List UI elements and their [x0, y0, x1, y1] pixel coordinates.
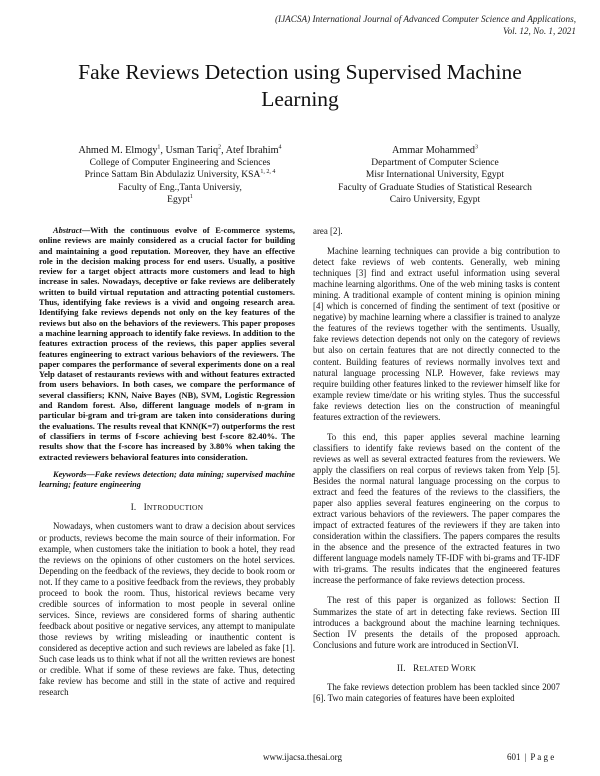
journal-name: (IJACSA) International Journal of Advanced Computer Science and Applications,: [274, 14, 576, 24]
footer-url: www.ijacsa.thesai.org: [263, 752, 342, 762]
section-heading-introduction: I. INTRODUCTION: [130, 502, 204, 513]
author-column-right: [300, 145, 570, 206]
author-name: Atef Ibrahim: [225, 145, 279, 156]
affiliation-line: College of Computer Engineering and Sciences: [89, 158, 271, 169]
author-superscript: 2: [218, 144, 222, 151]
author-superscript: 3: [474, 144, 478, 151]
affiliation-line: Department of Computer Science: [371, 158, 499, 169]
affiliation-line: Cairo University, Egypt: [389, 194, 481, 205]
paragraph: To this end, this paper applies several machine learning classifiers to identify fake reviews based on the content of the reviews as well as several extracted features from the reviewers. We apply the classifiers on real corpus of reviews taken from Yelp [5]. Besides the normal natural language processing on the corpus to extract and feed the features of the reviews to the classifiers, the paper also applies several features engineering on the corpus to extract various behaviors of the reviewers. The paper compares the impact of extracted features of the reviewers if they are taken into consideration within the classifiers. The papers compares the results in the absence and the presence of the extracted features in two different language models namely TF-IDF with bi-grams and TF-IDF with tri-grams. The results indicates that the engineered features increase the performance of fake reviews detection process.: [313, 431, 560, 586]
affiliation-line: Faculty of Graduate Studies of Statistical Research: [338, 182, 532, 193]
affiliation-line: Misr International University, Egypt: [365, 170, 505, 181]
affiliation-line: Egypt$^1$: [167, 193, 193, 205]
author-superscript: 4: [278, 144, 282, 151]
paragraph: Nowadays, when customers want to draw a decision about services or products, reviews become the main source of their information. For example, when customers take the initiation to book a hotel, they read the reviews on the opinions of other customers on the hotel services. Depending on the feedback of the reviews, they decide to book room or not. If they came to a positive feedback from the reviews, they probably proceed to book the room. Thus, historical reviews became very credible sources of information to most people in several online services. Since, reviews are considered forms of sharing authentic feedback about positive or negative services, any attempt to manipulate those reviews by writing misleading or inauthentic content is considered as deceptive action and such reviews are labeled as fake [1]. Such case leads us to think what if not all the written reviews are honest or credible. What if some of these reviews are fake. Thus, detecting fake review has become and still in the state of active and required research: [39, 521, 295, 698]
abstract-label: Abstract: [53, 226, 82, 235]
journal-volume: Vol. 12, No. 1, 2021: [503, 26, 576, 36]
abstract: [39, 226, 295, 463]
author-names-right: [300, 145, 570, 157]
affiliation-line: Faculty of Eng.,Tanta Universiy,: [118, 182, 242, 193]
author-names-left: Ahmed M. Elmogy$^1$, Usman Tariq$^2$, Atef Ibrahim$^4$: [78, 144, 282, 156]
paragraph-continuation: area [2].: [313, 226, 343, 236]
right-column: [313, 226, 560, 704]
author-name: Ahmed M. Elmogy: [78, 145, 158, 156]
paper-title: [40, 59, 560, 113]
author-superscript: 1: [157, 144, 161, 151]
author-column-left: [30, 145, 330, 206]
affiliation-superscript: 1: [189, 193, 193, 200]
affiliation-superscript: 1, 2, 4: [260, 169, 276, 176]
journal-header: [275, 13, 576, 37]
title-line-2: Learning: [261, 87, 339, 111]
abstract-text: —With the continuous evolve of E-commerce systems, online reviews are mainly considered as a crucial factor for building and maintaining a good reputation. Moreover, they have an effective role in the decision making process for end users. Usually, a positive review for a target object attracts more customers and lead to high increase in sales. Nowadays, deceptive or fake reviews are deliberately written to build virtual reputation and attracting potential customers. Thus, identifying fake reviews is a vivid and ongoing research area. Identifying fake reviews depends not only on the key features of the reviews but also on the behaviors of the reviewers. This paper proposes a machine learning approach to identify fake reviews. In addition to the features extraction process of the reviews, this paper applies several features engineering to extract various behaviors of the reviewers. The paper compares the performance of several experiments done on a real Yelp dataset of restaurants reviews with and without features extracted from users behaviors. In both cases, we compare the performance of several classifiers; KNN, Naive Bayes (NB), SVM, Logistic Regression and Random forest. Also, different language models of n-gram in particular bi-gram and tri-gram are taken into considerations during the evaluations. The results reveal that KNN(K=7) outperforms the rest of classifiers in terms of f-score achieving best f-score 82.40%. The results show that the f-score has increased by 3.80% when taking the extracted reviewers behavioral features into consideration.: [39, 226, 295, 462]
keywords: Keywords—Fake reviews detection; data mining; supervised machine learning; feature engineering: [39, 469, 295, 490]
paragraph: The rest of this paper is organized as follows: Section II Summarizes the state of art in detecting fake reviews. Section III introduces a background about the machine learning techniques. Section IV presents the details of the proposed approach. Conclusions and future work are introduced in SectionVI.: [313, 595, 560, 650]
author-name: Ammar Mohammed: [392, 145, 475, 156]
left-column: [39, 226, 295, 698]
paragraph: Machine learning techniques can provide a big contribution to detect fake reviews of web contents. Generally, web mining techniques [3] find and extract useful information using several machine learning algorithms. One of the web mining tasks is content mining. A traditional example of content mining is opinion mining [4] which is concerned of finding the sentiment of text (positive or negative) by machine learning where a classifier is trained to analyze the features of the reviews together with the sentiments. Usually, fake reviews detection depends not only on the category of reviews but also on certain features that are not directly connected to the content. Building features of reviews normally involves text and natural language processing NLP. However, fake reviews may require building other features linked to the reviewer himself like for example review time/date or his writing styles. Thus the successful fake reviews detection lies on the construction of meaningful features extraction of the reviewers.: [313, 246, 560, 422]
section-heading-related-work: II. RELATED WORK: [396, 662, 477, 673]
title-line-1: Fake Reviews Detection using Supervised Machine: [78, 60, 522, 84]
affiliation-line: Prince Sattam Bin Abdulaziz University, KSA$^{1, 2, 4}$: [84, 169, 276, 181]
footer-page-number: 601 | P a g e: [507, 752, 555, 762]
author-name: Usman Tariq: [165, 145, 219, 156]
paragraph: The fake reviews detection problem has been tackled since 2007 [6]. Two main categories of features have been exploited: [313, 681, 560, 703]
